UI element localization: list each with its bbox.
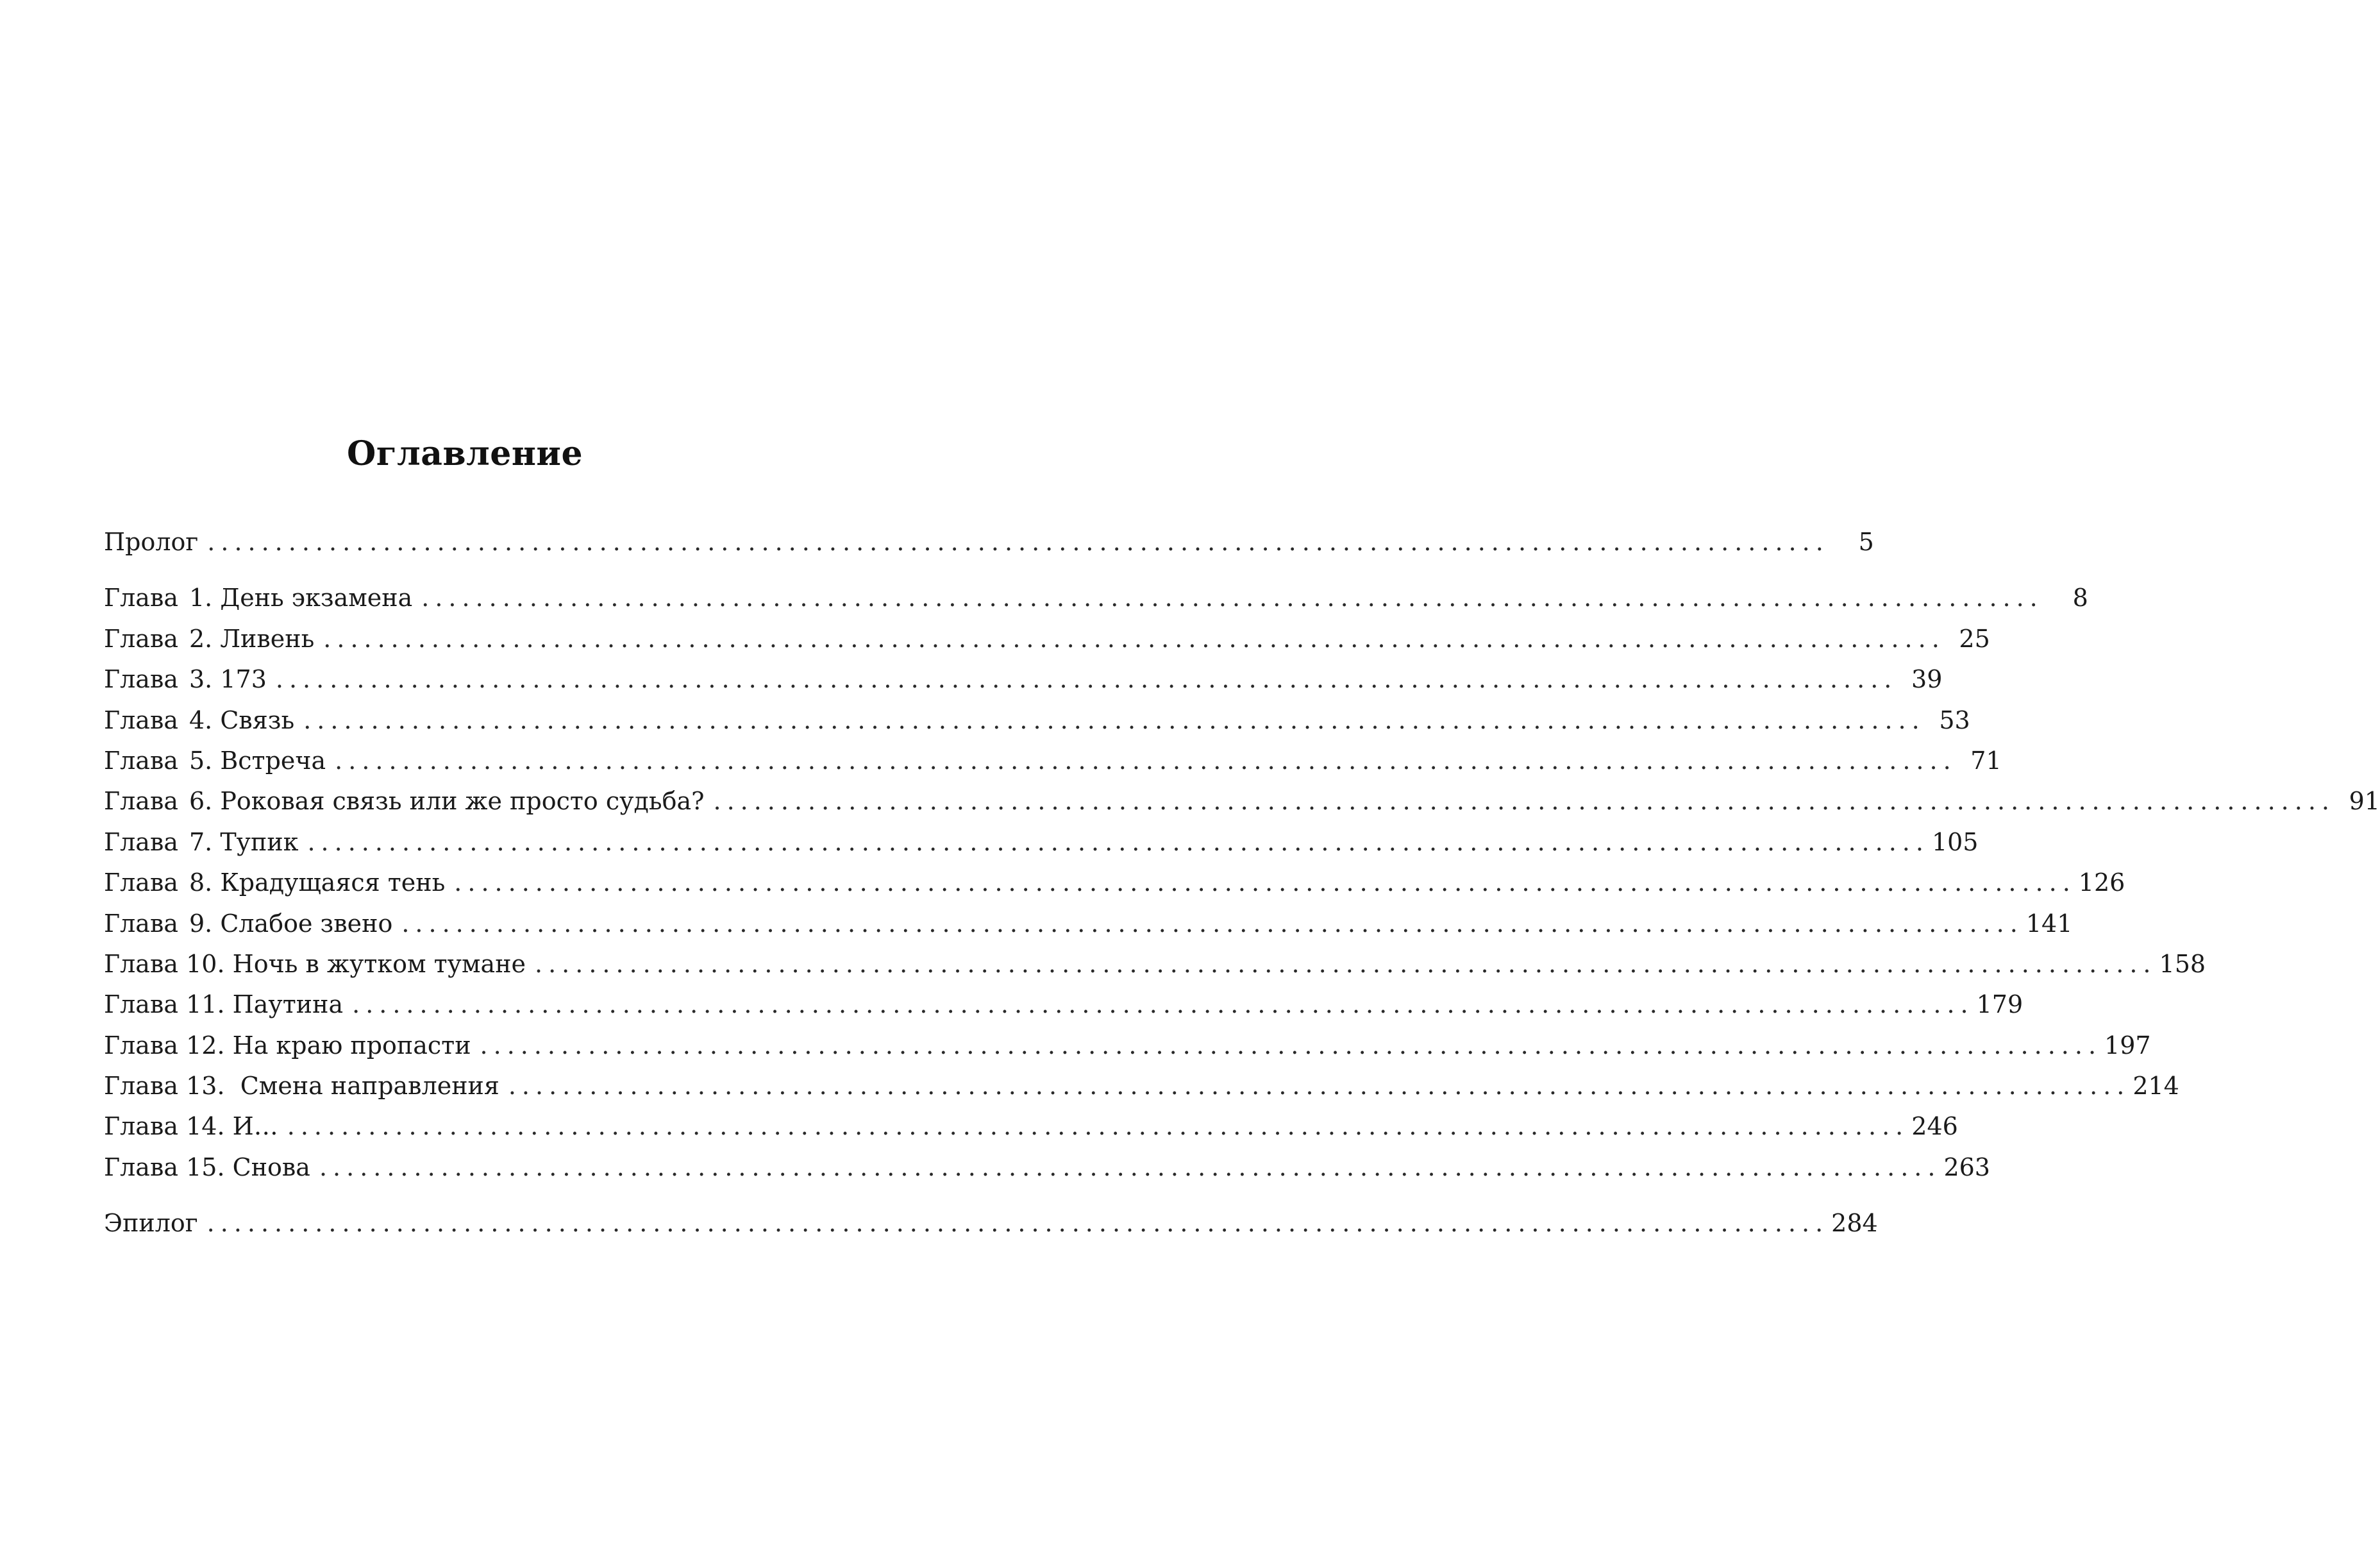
toc-entry-chapter-8	[104, 863, 2125, 903]
toc-entry-page: 214	[2133, 1072, 2179, 1101]
dot-leader: ........................................................................................................................	[421, 584, 2043, 612]
dot-leader: ........................................................................................................................	[307, 827, 1929, 856]
dot-leader: ........................................................................................................................	[323, 624, 1945, 653]
toc-entry-chapter-9	[104, 904, 2073, 944]
toc-entry-label	[104, 619, 321, 659]
toc-entry-title: 12. На краю пропасти	[186, 1031, 471, 1060]
toc-entry-chapter-7	[104, 822, 1979, 863]
toc-entry-page: 91	[2349, 787, 2380, 816]
toc-entry-title: 7. Тупик	[189, 827, 299, 856]
toc-entry-epilogue	[104, 1203, 1878, 1244]
dot-leader: ........................................................................................................................	[480, 1031, 2102, 1060]
toc-entry-prefix: Глава	[104, 1072, 179, 1101]
toc-entry-chapter-13	[104, 1066, 2179, 1106]
toc-entry-page: 53	[1939, 705, 1970, 734]
toc-list	[104, 522, 2380, 1244]
dot-leader: ........................................................................................................................	[303, 705, 1925, 734]
toc-entry-prefix: Глава	[104, 1153, 179, 1181]
toc-entry-title: 9. Слабое звено	[189, 909, 393, 938]
dot-leader: ........................................................................................................................	[275, 665, 1898, 694]
toc-entry-chapter-5	[104, 741, 2002, 781]
toc-entry-chapter-15	[104, 1147, 1990, 1188]
toc-entry-title: 3. 173	[189, 665, 267, 694]
toc-entry-prefix: Глава	[104, 1031, 179, 1060]
toc-entry-prefix: Глава	[104, 949, 179, 978]
toc-entry-prefix: Глава	[104, 665, 179, 694]
dot-leader: ........................................................................................................................	[287, 1112, 1909, 1141]
toc-entry-chapter-12	[104, 1026, 2151, 1066]
toc-entry-chapter-2	[104, 619, 1990, 659]
toc-entry-title: 11. Паутина	[186, 990, 344, 1019]
toc-entry-label	[104, 904, 399, 944]
toc-entry-title: Пролог	[104, 528, 199, 556]
toc-entry-title: 13. Смена направления	[186, 1072, 499, 1101]
toc-entry-label	[104, 522, 205, 562]
dot-leader: ........................................................................................................................	[335, 746, 1957, 775]
toc-entry-title: 15. Снова	[186, 1153, 310, 1181]
toc-entry-label	[104, 781, 710, 822]
toc-entry-page: 71	[1970, 746, 2002, 775]
toc-entry-page: 126	[2078, 868, 2125, 897]
dot-leader: ........................................................................................................................	[401, 909, 2024, 938]
toc-entry-title: 14. И…	[186, 1112, 278, 1141]
toc-entry-chapter-11	[104, 984, 2024, 1025]
toc-entry-prefix: Глава	[104, 827, 179, 856]
toc-entry-label	[104, 1026, 478, 1066]
toc-entry-prologue	[104, 522, 1874, 562]
toc-entry-title: 1. День экзамена	[189, 584, 413, 612]
toc-entry-page: 5	[1858, 528, 1874, 556]
toc-entry-label	[104, 822, 305, 863]
toc-entry-page: 246	[1911, 1112, 1958, 1141]
dot-leader: ........................................................................................................................	[508, 1072, 2131, 1101]
toc-entry-chapter-10	[104, 944, 2206, 984]
toc-entry-page: 284	[1831, 1209, 1878, 1238]
toc-entry-chapter-6	[104, 781, 2380, 822]
toc-entry-prefix: Глава	[104, 624, 179, 653]
dot-leader: ........................................................................................................................	[206, 1209, 1829, 1238]
toc-entry-label	[104, 863, 451, 903]
toc-entry-prefix: Глава	[104, 787, 179, 816]
toc-entry-prefix: Глава	[104, 705, 179, 734]
toc-entry-prefix: Глава	[104, 868, 179, 897]
toc-entry-page: 141	[2025, 909, 2073, 938]
toc-entry-label	[104, 578, 419, 618]
toc-entry-page: 25	[1959, 624, 1990, 653]
dot-leader: ........................................................................................................................	[207, 528, 1829, 556]
toc-entry-title: 5. Встреча	[189, 746, 326, 775]
toc-entry-page: 158	[2159, 949, 2206, 978]
toc-entry-title: 8. Крадущаяся тень	[189, 868, 446, 897]
toc-entry-title: 6. Роковая связь или же просто судьба?	[189, 787, 705, 816]
dot-leader: ........................................................................................................................	[454, 868, 2076, 897]
toc-entry-label	[104, 700, 301, 741]
toc-entry-title: 10. Ночь в жутком тумане	[186, 949, 526, 978]
toc-entry-title: Эпилог	[104, 1209, 198, 1238]
toc-entry-title: 4. Связь	[189, 705, 295, 734]
toc-title: Оглавление	[346, 434, 583, 473]
toc-entry-prefix: Глава	[104, 746, 179, 775]
toc-entry-label	[104, 944, 532, 984]
toc-entry-chapter-3	[104, 659, 1943, 700]
toc-entry-page: 179	[1976, 990, 2024, 1019]
toc-entry-label	[104, 1203, 205, 1244]
toc-entry-label	[104, 1147, 317, 1188]
toc-entry-prefix: Глава	[104, 909, 179, 938]
toc-entry-label	[104, 1106, 285, 1147]
toc-entry-chapter-14	[104, 1106, 1958, 1147]
toc-entry-chapter-4	[104, 700, 1970, 741]
toc-entry-prefix: Глава	[104, 1112, 179, 1141]
dot-leader: ........................................................................................................................	[319, 1153, 1941, 1181]
toc-entry-page: 39	[1911, 665, 1943, 694]
toc-entry-prefix: Глава	[104, 584, 179, 612]
toc-entry-page: 263	[1943, 1153, 1990, 1181]
toc-entry-label	[104, 1066, 506, 1106]
dot-leader: ........................................................................................................................	[535, 949, 2157, 978]
toc-entry-label	[104, 741, 332, 781]
toc-entry-page: 8	[2072, 584, 2088, 612]
toc-entry-title: 2. Ливень	[189, 624, 315, 653]
toc-entry-chapter-1	[104, 578, 2088, 618]
toc-entry-prefix: Глава	[104, 990, 179, 1019]
toc-entry-label	[104, 984, 349, 1025]
toc-entry-page: 105	[1931, 827, 1979, 856]
dot-leader: ........................................................................................................................	[713, 787, 2335, 816]
toc-entry-page: 197	[2104, 1031, 2151, 1060]
dot-leader: ........................................................................................................................	[352, 990, 1974, 1019]
toc-entry-label	[104, 659, 273, 700]
